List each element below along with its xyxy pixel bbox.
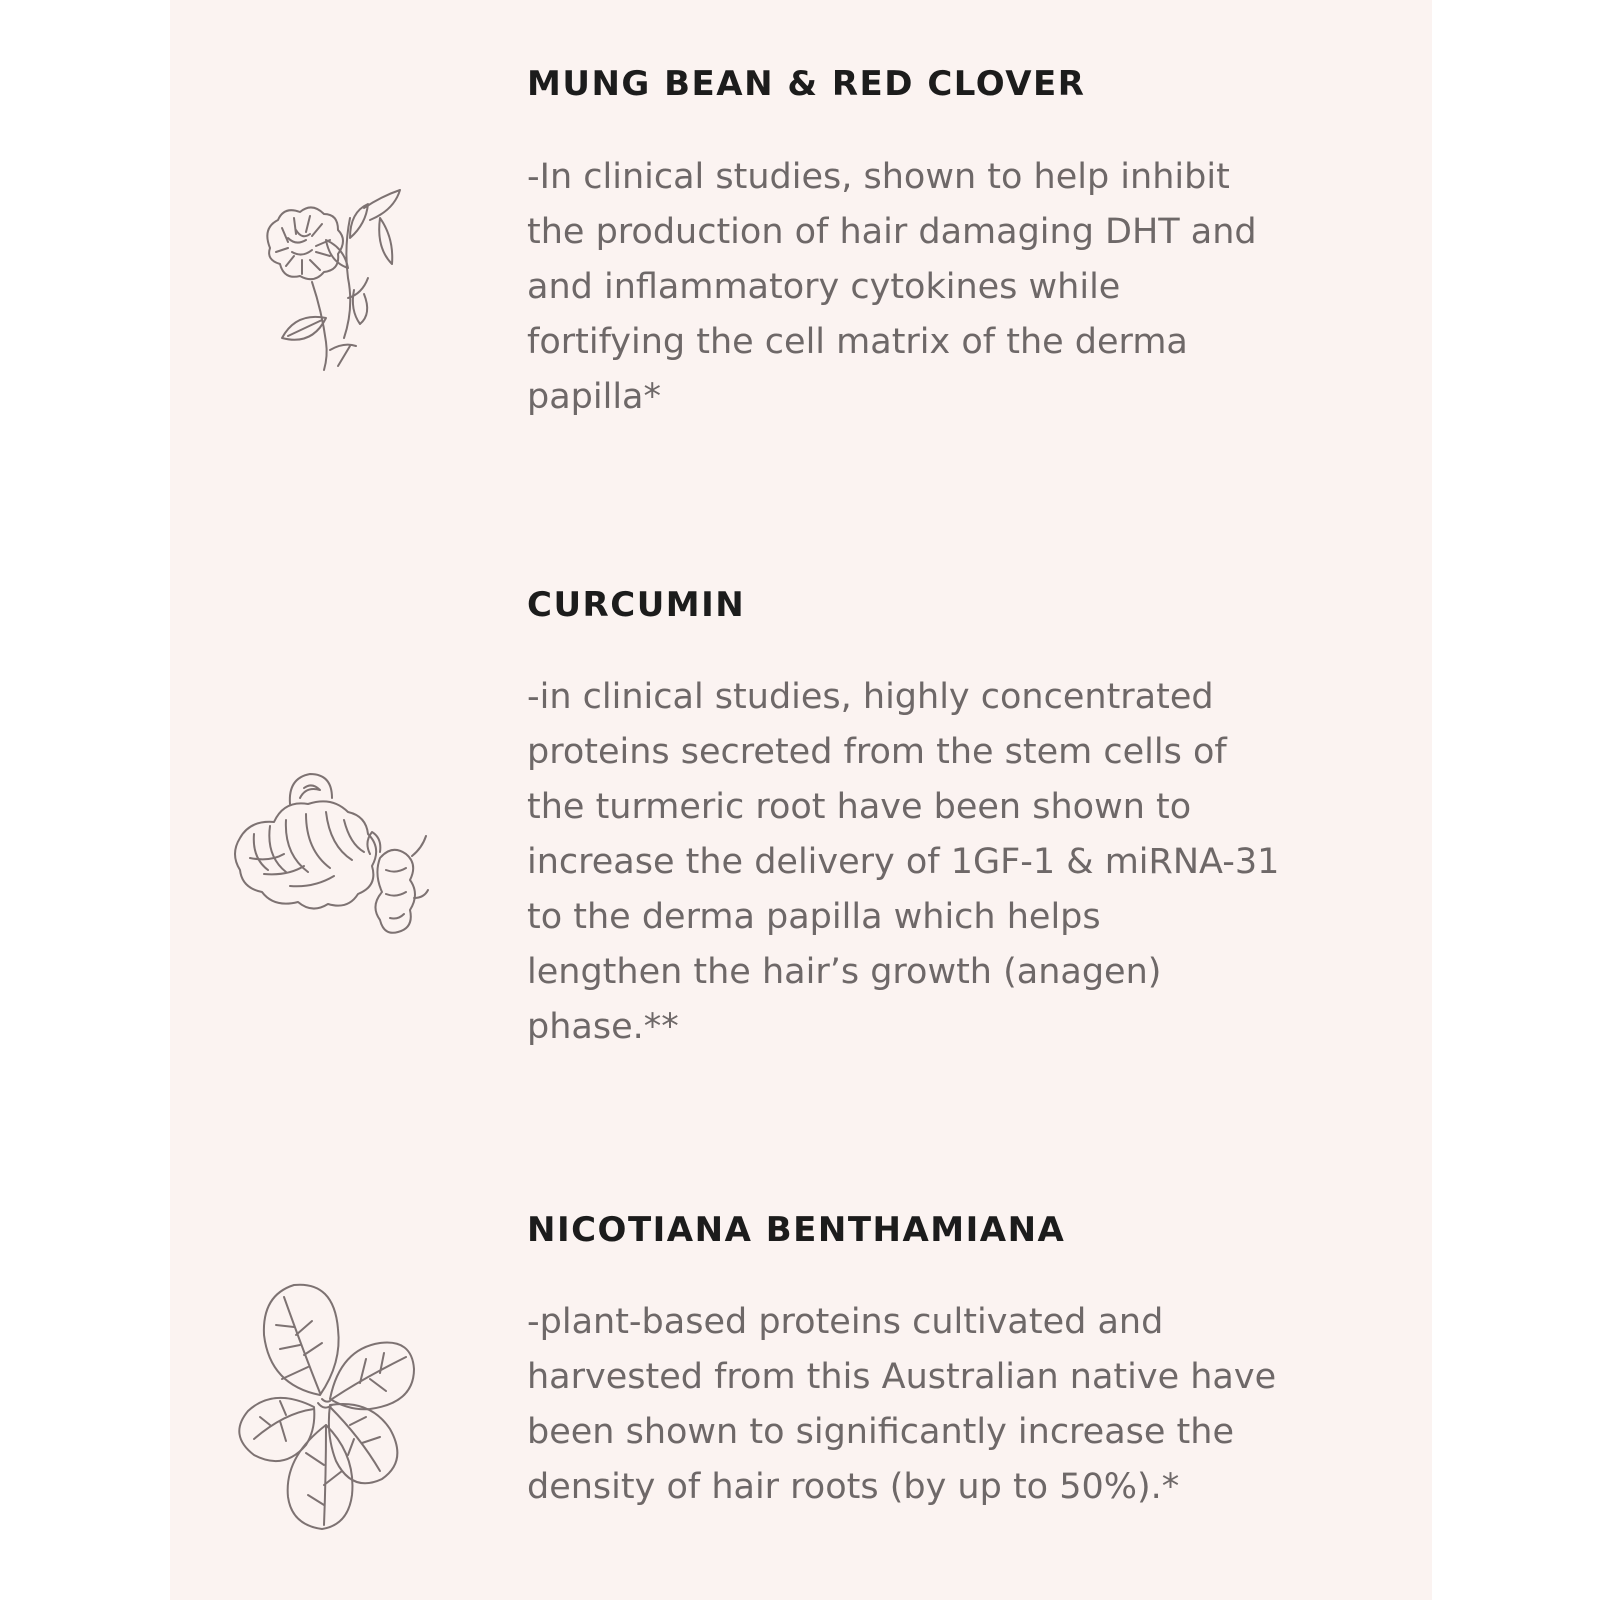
ingredients-panel	[170, 0, 1432, 1600]
description-line: the turmeric root have been shown to	[527, 787, 1192, 827]
description-line: papilla*	[527, 377, 662, 417]
description-line: -In clinical studies, shown to help inhibit	[527, 157, 1230, 197]
description-line: harvested from this Australian native have	[527, 1357, 1277, 1397]
description-line: the production of hair damaging DHT and	[527, 212, 1257, 252]
description-line: proteins secreted from the stem cells of	[527, 732, 1227, 772]
ingredient-heading: MUNG BEAN & RED CLOVER	[527, 64, 1086, 104]
description-line: -plant-based proteins cultivated and	[527, 1302, 1164, 1342]
description-line: density of hair roots (by up to 50%).*	[527, 1467, 1180, 1507]
description-line: phase.**	[527, 1007, 679, 1047]
description-line: to the derma papilla which helps	[527, 897, 1101, 937]
ingredient-description	[527, 150, 1407, 425]
turmeric-root-icon	[230, 758, 430, 958]
red-clover-icon	[230, 178, 430, 378]
leaf-plant-icon	[230, 1275, 430, 1535]
ingredient-heading: NICOTIANA BENTHAMIANA	[527, 1210, 1066, 1250]
ingredient-heading: CURCUMIN	[527, 585, 746, 625]
description-line: lengthen the hair’s growth (anagen)	[527, 952, 1162, 992]
ingredient-description	[527, 670, 1407, 1055]
ingredient-description	[527, 1295, 1407, 1515]
description-line: fortifying the cell matrix of the derma	[527, 322, 1188, 362]
description-line: -in clinical studies, highly concentrated	[527, 677, 1214, 717]
description-line: increase the delivery of 1GF-1 & miRNA-31	[527, 842, 1280, 882]
description-line: been shown to significantly increase the	[527, 1412, 1234, 1452]
description-line: and inflammatory cytokines while	[527, 267, 1121, 307]
